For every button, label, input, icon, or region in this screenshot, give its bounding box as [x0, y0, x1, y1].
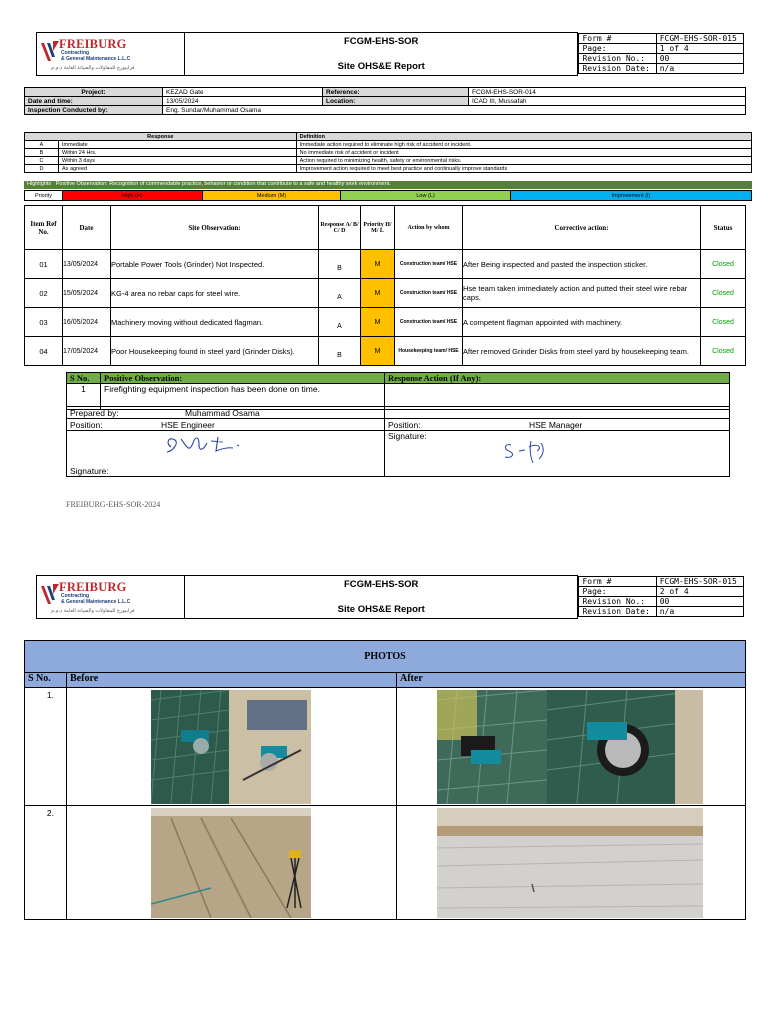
project-info: Project: KEZAD Gate Reference: FCGM-EHS-SOR-014 Date and time: 13/05/2024 Location: ICAD III, Mussafah Inspection Conducted by: Eng. Sundar/Muhammad Osama [24, 87, 746, 115]
status-badge: Closed [701, 279, 746, 308]
priority-improvement: Improvement (I) [511, 191, 752, 201]
company-logo [37, 35, 157, 73]
brand-name: FREIBURG [59, 37, 127, 51]
report-code: FCGM-EHS-SOR [344, 579, 419, 590]
location-value: ICAD III, Mussafah [469, 97, 746, 106]
company-logo [37, 578, 157, 616]
prepared-by-name: Muhammad Osama [185, 407, 260, 418]
table-row: 01 13/05/2024 Portable Power Tools (Grinder) Not Inspected. B M Construction team/ HSE After Being inspected and pasted the inspection sticker. Closed [25, 250, 746, 279]
priority-low: Low (L) [341, 191, 511, 201]
priority-legend: Priority High (H) Medium (M) Low (L) Improvement (I) [24, 190, 752, 201]
brand-sub: Contracting & General Maintenance L.L.C [61, 593, 131, 605]
grinder-after-photo [437, 690, 703, 804]
brand-arabic: فرايبورج للمقاولات والصيانة العامة ذ.م.م [51, 65, 135, 71]
photo-row: 1. [25, 688, 746, 806]
freiburg-logo-icon [39, 39, 61, 65]
legend-row: A Immediate Immediate action required to eliminate high risk of accident or incident. [25, 141, 752, 149]
prepared-by: Prepared by: Muhammad Osama [67, 407, 385, 419]
site-after-photo [437, 808, 703, 918]
table-row: 03 16/05/2024 Machinery moving without dedicated flagman. A M Construction team/ HSE A competent flagman appointed with machinery. Closed [25, 308, 746, 337]
report-code: FCGM-EHS-SOR [344, 36, 419, 47]
highlights-band: Highlights Positive Observation: Recognition of commendable practice, behavior or condition that contribute to a safe and healthy work environment. [24, 181, 752, 189]
date-value: 13/05/2024 [163, 97, 323, 106]
positive-observation-table: S No. Positive Observation: Response Action (If Any): 1 Firefighting equipment inspection has been done on time. [66, 372, 730, 410]
legend-row: B Within 24 Hrs. No immediate risk of accident or incident [25, 149, 752, 157]
report-title-cell [184, 576, 578, 619]
form-info: Form # FCGM-EHS-SOR-015 Page: 2 of 4 Revision No.: 00 Revision Date: n/a [578, 576, 744, 617]
site-before-photo [151, 808, 311, 918]
signature-osama-icon [163, 433, 253, 459]
page2-header [36, 575, 744, 619]
photos-title: PHOTOS [25, 641, 746, 673]
priority-high: High (H) [63, 191, 203, 201]
footer-code: FREIBURG-EHS-SOR-2024 [66, 500, 161, 509]
response-legend: Response Definition A Immediate Immediate action required to eliminate high risk of accident or incident. B Within 24 Hrs. No immediate risk of accident or incident C Within 3 days Action required to minimizing health, safety or environmental risks. D As agreed Improvement action required to meet best practice and continually improve standards [24, 132, 752, 173]
report-title: Site OHS&E Report [337, 61, 425, 72]
table-row: 04 17/05/2024 Poor Housekeeping found in steel yard (Grinder Disks). B M Housekeeping team/ HSE After removed Grinder Disks from steel yard by housekeeping team. Closed [25, 337, 746, 366]
observations-table: Item Ref No. Date Site Observation: Response A/ B/ C/ D Priority H/ M/ L Action by whom Corrective action: Status 01 13/05/2024 Portable Power Tools (Grinder) Not Inspected. B M Construction team/ HSE After Being inspected and pasted the inspection sticker. Closed 02 15/05/2024 KG-4 area no rebar caps for steel wire. A M Construction team/ HSE Hse team taken immediately action and putted their steel wire rebar caps. Closed 03 16/05/2024 Machinery moving without dedicated flagman. A M Construction team/ HSE A competent flagman appointed with machinery. Closed 04 17/05/2024 Poor Housekeeping found in steel yard (Grinder Disks). B M Housekeeping team/ HSE After removed Grinder Disks from steel yard by housekeeping team. Closed [24, 205, 746, 366]
signature-manager-icon [501, 437, 557, 465]
table-row: 1 Firefighting equipment inspection has been done on time. [67, 384, 730, 410]
company-logo-cell [37, 576, 185, 619]
legend-row: C Within 3 days Action required to minimizing health, safety or environmental risks. [25, 157, 752, 165]
photos-table: PHOTOS S No. Before After 1. 2. [24, 640, 746, 920]
form-info: Form # FCGM-EHS-SOR-015 Page: 1 of 4 Revision No.: 00 Revision Date: n/a [578, 33, 744, 74]
brand-name: FREIBURG [59, 580, 127, 594]
inspector-value: Eng. Sundar/Muhammad Osama [163, 106, 746, 115]
approver-signature-cell: Signature: [385, 431, 730, 477]
reference-value: FCGM-EHS-SOR-014 [469, 88, 746, 97]
freiburg-logo-icon [39, 582, 61, 608]
status-badge: Closed [701, 337, 746, 366]
project-value: KEZAD Gate [163, 88, 323, 97]
status-badge: Closed [701, 308, 746, 337]
signature-block [66, 406, 730, 477]
approver-position: Position: HSE Manager [385, 419, 730, 431]
preparer-position: Position: HSE Engineer [67, 419, 385, 431]
grinder-before-photo [151, 690, 311, 804]
report-title-cell [184, 33, 578, 76]
preparer-signature-cell: Signature: [67, 431, 385, 477]
table-row: 02 15/05/2024 KG-4 area no rebar caps for steel wire. A M Construction team/ HSE Hse team taken immediately action and putted their steel wire rebar caps. Closed [25, 279, 746, 308]
company-logo-cell [37, 33, 185, 76]
before-photo-cell [67, 806, 397, 920]
page1-header [36, 32, 744, 76]
photo-row: 2. [25, 806, 746, 920]
legend-row: D As agreed Improvement action required to meet best practice and continually improve standards [25, 165, 752, 173]
brand-sub: Contracting & General Maintenance L.L.C [61, 50, 131, 62]
status-badge: Closed [701, 250, 746, 279]
after-photo-cell [397, 688, 746, 806]
priority-medium: Medium (M) [203, 191, 341, 201]
report-title: Site OHS&E Report [337, 604, 425, 615]
brand-arabic: فرايبورج للمقاولات والصيانة العامة ذ.م.م [51, 608, 135, 614]
before-photo-cell [67, 688, 397, 806]
after-photo-cell [397, 806, 746, 920]
